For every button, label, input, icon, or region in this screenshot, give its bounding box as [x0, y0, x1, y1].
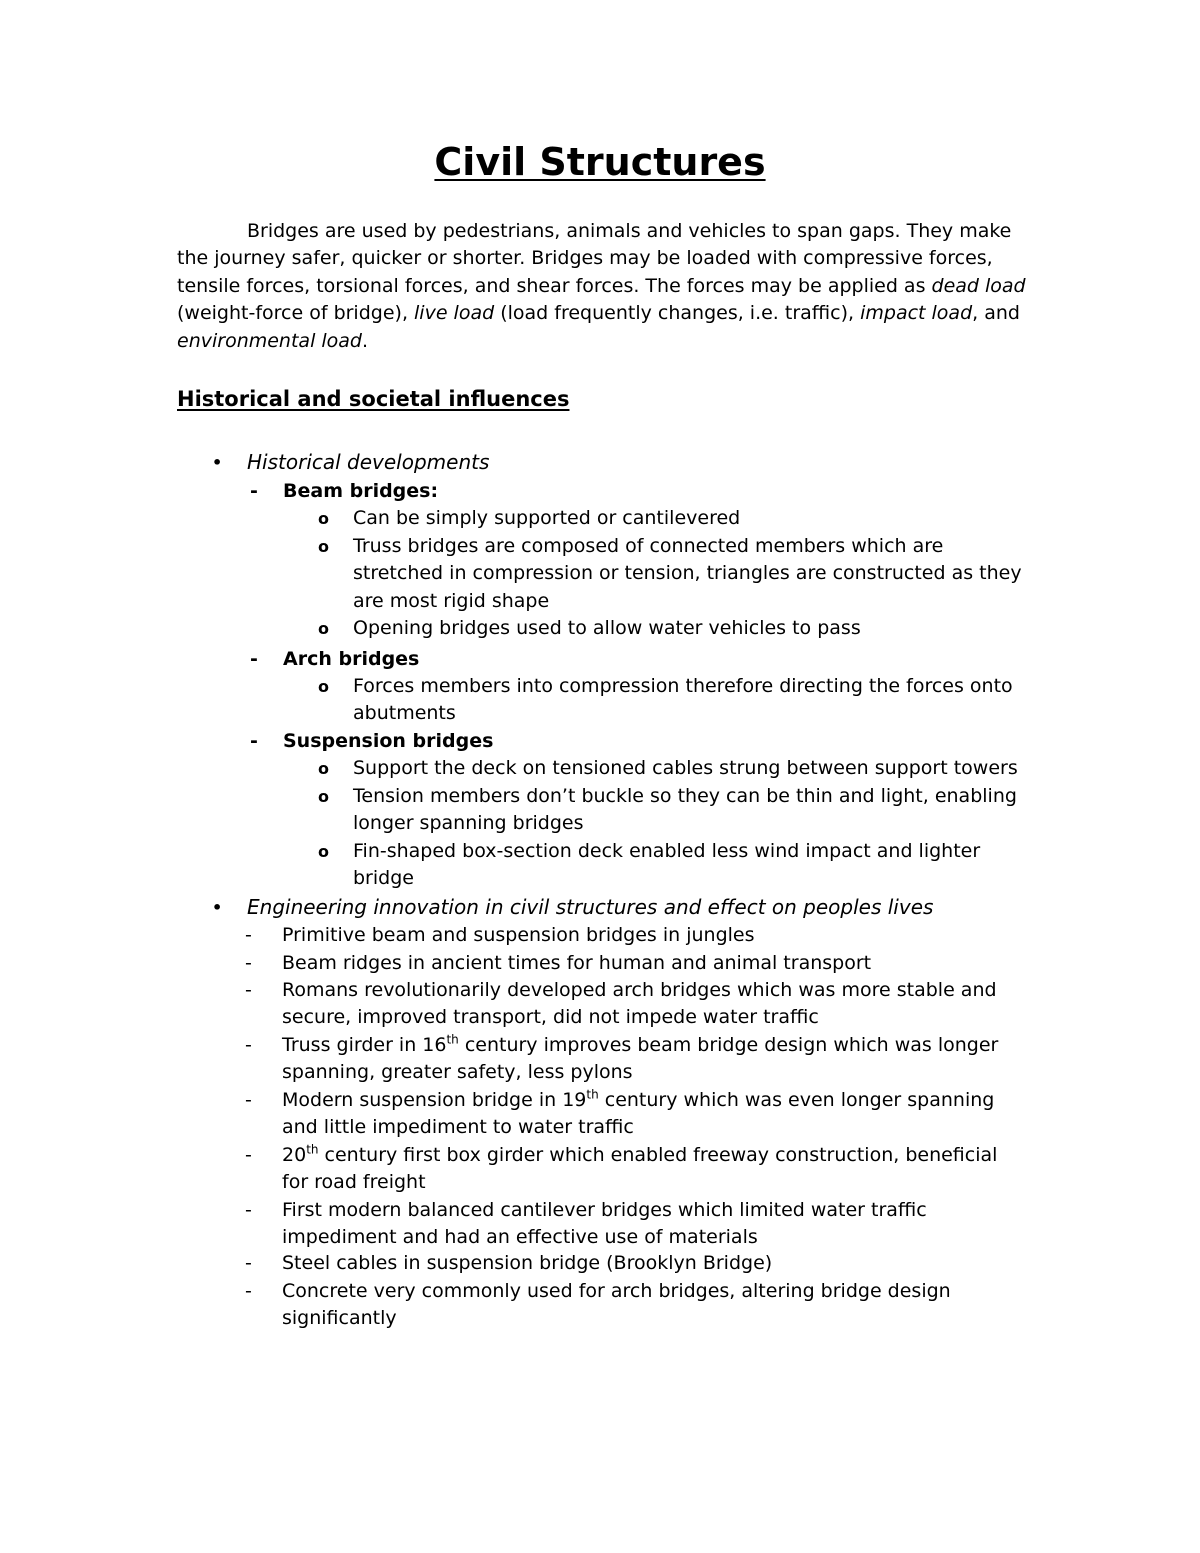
- circle-bullet-icon: o: [318, 537, 329, 556]
- text-part: Truss girder in 16: [282, 1034, 447, 1056]
- list-item: [245, 1087, 1025, 1142]
- circle-bullet-icon: o: [318, 787, 329, 806]
- list-item-text: Tension members don’t buckle so they can be thin and light, enabling longer spanning bridges: [353, 785, 1017, 835]
- dash-marker: -: [250, 648, 258, 670]
- intro-text-3: (load frequently changes, i.e. traffic),: [494, 302, 861, 325]
- text-part: 20: [282, 1144, 307, 1166]
- list-item: [245, 1278, 1025, 1333]
- list-item-text: [282, 1142, 1025, 1197]
- term-impact-load: impact load: [860, 302, 973, 325]
- bullet-icon: •: [212, 898, 223, 917]
- intro-paragraph: [177, 218, 1027, 355]
- intro-text-5: .: [362, 329, 369, 352]
- suspension-bridges-label: Suspension bridges: [283, 730, 494, 752]
- engineering-innovation-label: Engineering innovation in civil structures and effect on peoples lives: [247, 895, 934, 919]
- list-item-text: Fin-shaped box-section deck enabled less wind impact and lighter bridge: [353, 840, 981, 890]
- dash-marker: -: [245, 1089, 252, 1111]
- dash-marker: -: [245, 1280, 252, 1302]
- list-item-text: Truss bridges are composed of connected members which are stretched in compression or tension, triangles are constructed as they are most rigid shape: [353, 535, 1022, 612]
- dash-marker: -: [250, 480, 258, 502]
- list-item: [245, 1142, 1025, 1197]
- circle-bullet-icon: o: [318, 677, 329, 696]
- list-item-text: Steel cables in suspension bridge (Brooklyn Bridge): [282, 1252, 773, 1274]
- list-item: [318, 533, 1028, 615]
- list-item: [245, 950, 1025, 977]
- list-item: [245, 922, 1025, 949]
- list-item: [245, 1197, 1025, 1252]
- circle-bullet-icon: o: [318, 842, 329, 861]
- list-item: [318, 505, 1028, 532]
- list-item: [318, 783, 1028, 838]
- beam-bridges-label: Beam bridges:: [283, 480, 439, 502]
- list-item-text: Opening bridges used to allow water vehicles to pass: [353, 617, 861, 639]
- dash-marker: -: [245, 952, 252, 974]
- ordinal-suffix: th: [306, 1142, 319, 1157]
- text-part: century improves beam bridge design which was longer spanning, greater safety, less pylons: [282, 1034, 999, 1084]
- list-item-text: First modern balanced cantilever bridges which limited water traffic impediment and had an effective use of materials: [282, 1199, 927, 1249]
- circle-bullet-icon: o: [318, 509, 329, 528]
- dash-marker: -: [245, 1034, 252, 1056]
- list-item: [318, 755, 1028, 782]
- list-item: [245, 1250, 1025, 1277]
- list-item-text: Support the deck on tensioned cables strung between support towers: [353, 757, 1018, 779]
- circle-bullet-icon: o: [318, 759, 329, 778]
- dash-marker: -: [245, 979, 252, 1001]
- page-title: Civil Structures: [434, 140, 766, 184]
- arch-bridges-label: Arch bridges: [283, 648, 420, 670]
- ordinal-suffix: th: [446, 1032, 459, 1047]
- list-item-text: Concrete very commonly used for arch bridges, altering bridge design significantly: [282, 1280, 951, 1330]
- dash-marker: -: [245, 1144, 252, 1166]
- list-item: [245, 977, 1025, 1032]
- dash-marker: -: [250, 730, 258, 752]
- text-part: century which was even longer spanning and little impediment to water traffic: [282, 1089, 995, 1139]
- list-item: [245, 1032, 1025, 1087]
- intro-text-4: , and: [972, 302, 1020, 325]
- dash-marker: -: [245, 1252, 252, 1274]
- list-item: [318, 673, 1028, 728]
- list-item-text: Romans revolutionarily developed arch bridges which was more stable and secure, improved transport, did not impede water traffic: [282, 979, 997, 1029]
- text-part: Modern suspension bridge in 19: [282, 1089, 587, 1111]
- list-item: [318, 838, 1028, 893]
- intro-text-1: Bridges are used by pedestrians, animals and vehicles to span gaps. They make the journey safer, quicker or shorter. Bridges may be loaded with compressive forces, tensile forces, torsional forces, and shear forces. The forces may be applied as: [177, 220, 1012, 297]
- historical-developments-label: Historical developments: [247, 450, 490, 474]
- dash-marker: -: [245, 924, 252, 946]
- bullet-icon: •: [212, 453, 223, 472]
- dash-marker: -: [245, 1199, 252, 1221]
- term-environmental-load: environmental load: [177, 329, 362, 352]
- list-item-text: [282, 1087, 1025, 1142]
- list-item-text: Primitive beam and suspension bridges in jungles: [282, 924, 755, 946]
- list-item-text: Can be simply supported or cantilevered: [353, 507, 741, 529]
- term-dead-load: dead load: [931, 274, 1026, 297]
- term-live-load: live load: [414, 302, 495, 325]
- intro-text-2: (weight-force of bridge),: [177, 302, 415, 325]
- list-item: [318, 615, 1028, 642]
- text-part: century first box girder which enabled freeway construction, beneficial for road freight: [282, 1144, 998, 1194]
- list-item-text: Forces members into compression therefore directing the forces onto abutments: [353, 675, 1013, 725]
- list-item-text: Beam ridges in ancient times for human and animal transport: [282, 952, 872, 974]
- list-item-text: [282, 1032, 1025, 1087]
- ordinal-suffix: th: [586, 1087, 599, 1102]
- circle-bullet-icon: o: [318, 619, 329, 638]
- section-heading: Historical and societal influences: [177, 387, 570, 411]
